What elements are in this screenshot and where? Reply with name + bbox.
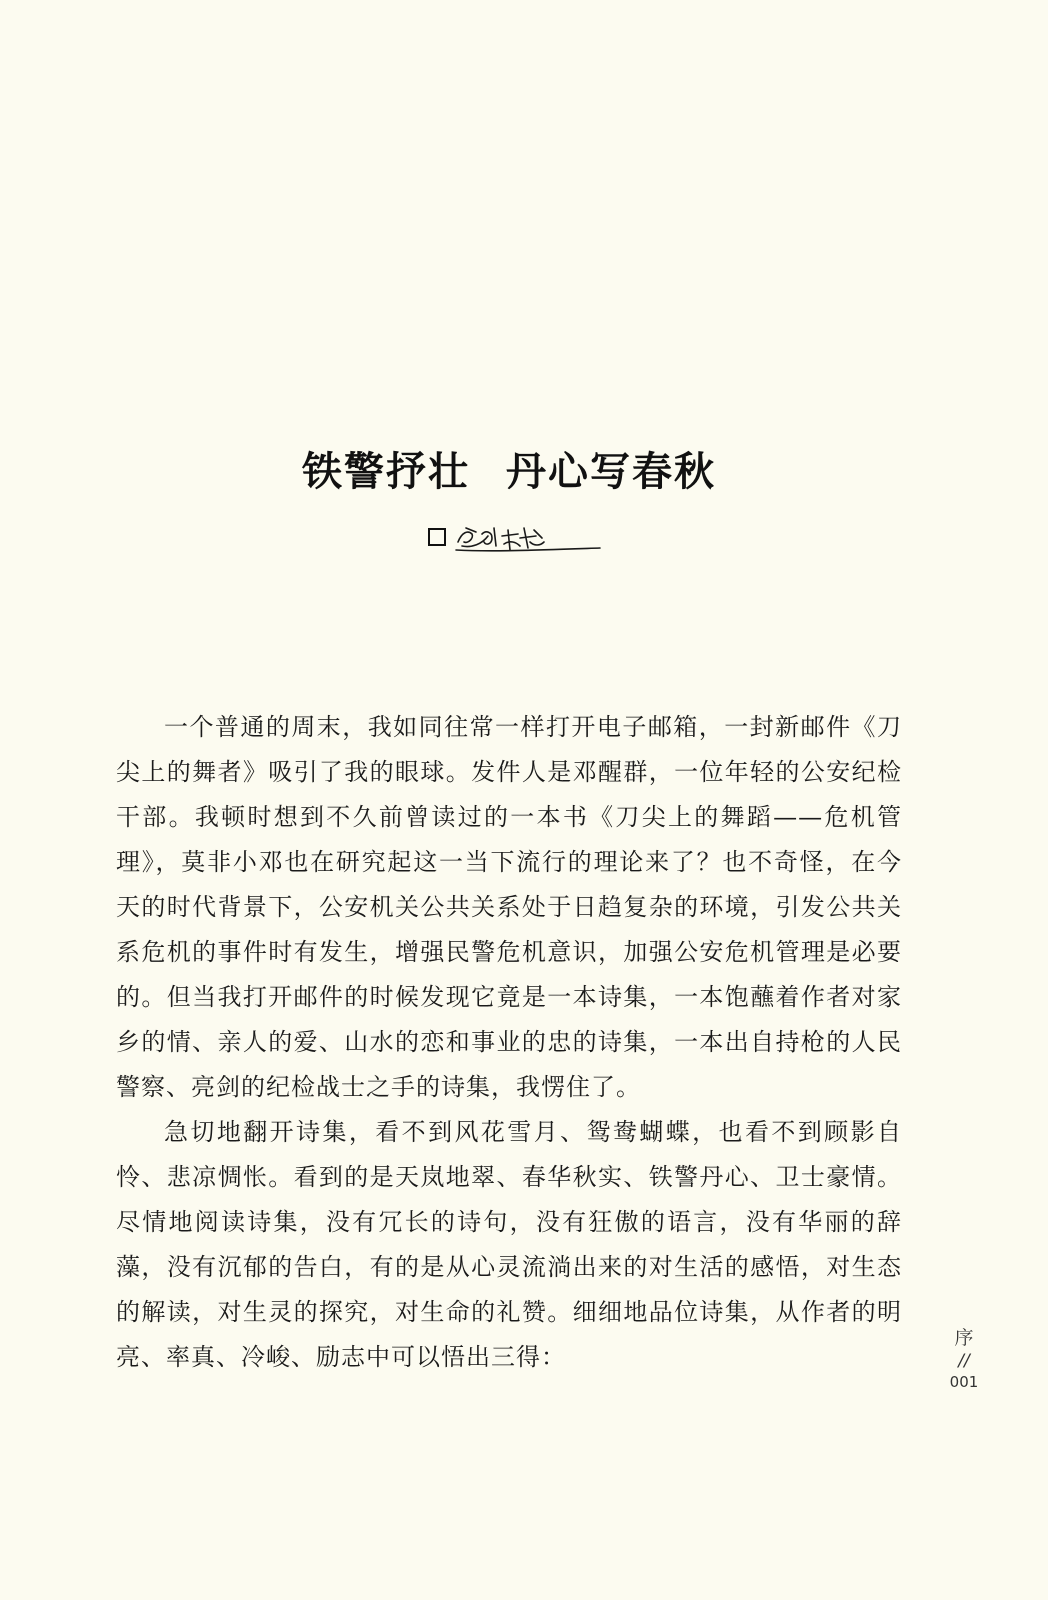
page-title <box>0 440 1018 497</box>
paragraph-1: 一个普通的周末，我如同往常一样打开电子邮箱，一封新邮件《刀尖上的舞者》吸引了我的眼球。发件人是邓醒群，一位年轻的公安纪检干部。我顿时想到不久前曾读过的一本书《刀尖上的舞蹈——危机管理》，莫非小邓也在研究起这一当下流行的理论来了？也不奇怪，在今天的时代背景下，公安机关公共关系处于日趋复杂的环境，引发公共关系危机的事件时有发生，增强民警危机意识，加强公安危机管理是必要的。但当我打开邮件的时候发现它竟是一本诗集，一本饱蘸着作者对家乡的情、亲人的爱、山水的恋和事业的忠的诗集，一本出自持枪的人民警察、亮剑的纪检战士之手的诗集，我愣住了。 <box>116 713 902 1101</box>
page-sidebar <box>948 1326 980 1392</box>
title-part-2: 丹心写春秋 <box>506 448 716 495</box>
page-number: 001 <box>949 1373 979 1391</box>
section-separator: // <box>958 1351 970 1371</box>
title-part-1: 铁警抒壮 <box>302 448 470 495</box>
author-byline <box>428 520 602 554</box>
body-text <box>116 705 902 1380</box>
paragraph-2: 急切地翻开诗集，看不到风花雪月、鸳鸯蝴蝶，也看不到顾影自怜、悲凉惆怅。看到的是天岚地翠、春华秋实、铁警丹心、卫士豪情。尽情地阅读诗集，没有冗长的诗句，没有狂傲的语言，没有华丽的辞藻，没有沉郁的告白，有的是从心灵流淌出来的对生活的感悟，对生态的解读，对生灵的探究，对生命的礼赞。细细地品位诗集，从作者的明亮、率真、冷峻、励志中可以悟出三得： <box>116 1118 902 1371</box>
author-marker-box <box>428 528 446 546</box>
author-signature <box>452 520 602 554</box>
section-label: 序 <box>954 1327 974 1349</box>
